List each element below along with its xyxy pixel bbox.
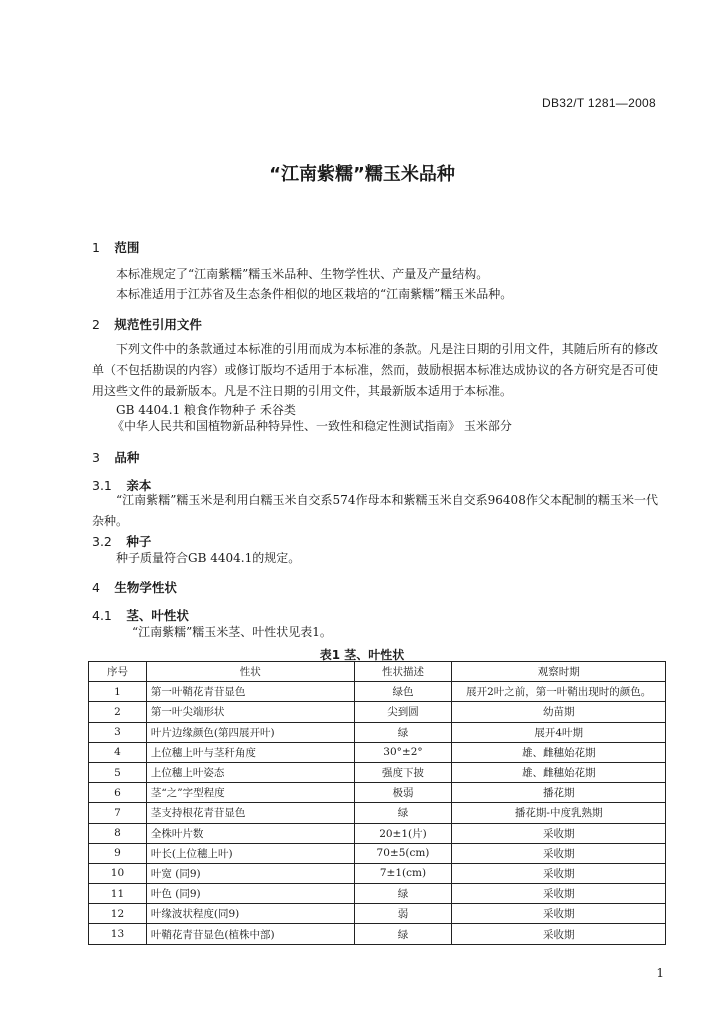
cell-description: 绿 bbox=[354, 722, 452, 742]
cell-trait: 上位穗上叶与茎秆角度 bbox=[146, 742, 354, 762]
section-3-2-title: 种子 bbox=[126, 534, 152, 549]
table-row bbox=[89, 904, 666, 924]
section-3-title: 品种 bbox=[114, 450, 140, 465]
cell-description: 强度下披 bbox=[354, 762, 452, 782]
table-caption: 表1 茎、叶性状 bbox=[319, 648, 405, 662]
table-row bbox=[89, 924, 666, 944]
cell-trait: 叶长(上位穗上叶) bbox=[146, 843, 354, 863]
cell-trait: 茎“之”字型程度 bbox=[146, 783, 354, 803]
table-row bbox=[89, 843, 666, 863]
cell-period: 采收期 bbox=[452, 843, 666, 863]
section-1-title: 范围 bbox=[114, 240, 140, 255]
cell-description: 极弱 bbox=[354, 783, 452, 803]
section-3-1-title: 亲本 bbox=[126, 478, 152, 493]
table-row bbox=[89, 823, 666, 843]
section-2-title: 规范性引用文件 bbox=[114, 317, 202, 332]
cell-period: 雄、雌穗始花期 bbox=[452, 742, 666, 762]
section-3-number: 3 bbox=[92, 450, 100, 465]
cell-trait: 叶色 (同9) bbox=[146, 884, 354, 904]
header-index: 序号 bbox=[89, 662, 147, 682]
cell-trait: 叶鞘花青苷显色(植株中部) bbox=[146, 924, 354, 944]
section-2-number: 2 bbox=[92, 317, 100, 332]
cell-index: 10 bbox=[89, 863, 147, 883]
cell-description: 绿 bbox=[354, 884, 452, 904]
section-2-heading bbox=[92, 315, 202, 333]
cell-trait: 上位穗上叶姿态 bbox=[146, 762, 354, 782]
cell-period: 播花期-中度乳熟期 bbox=[452, 803, 666, 823]
cell-trait: 叶宽 (同9) bbox=[146, 863, 354, 883]
cell-index: 5 bbox=[89, 762, 147, 782]
section-3-1-number: 3.1 bbox=[92, 478, 112, 493]
cell-index: 7 bbox=[89, 803, 147, 823]
section-4-number: 4 bbox=[92, 580, 100, 595]
section-3-1-text: “江南紫糯”糯玉米是利用白糯玉米自交系574作母本和紫糯玉米自交系96408作父本配制的糯玉米一代杂种。 bbox=[92, 493, 658, 528]
section-2-paragraph: 下列文件中的条款通过本标准的引用而成为本标准的条款。凡是注日期的引用文件，其随后所有的修改单（不包括勘误的内容）或修订版均不适用于本标准，然而，鼓励根据本标准达成协议的各方研究是否可使用这些文件的最新版本。凡是不注日期的引用文件，其最新版本适用于本标准。 bbox=[92, 342, 658, 398]
cell-description: 弱 bbox=[354, 904, 452, 924]
table-row bbox=[89, 863, 666, 883]
table-row bbox=[89, 884, 666, 904]
traits-table bbox=[88, 661, 666, 945]
section-3-2-number: 3.2 bbox=[92, 534, 112, 549]
cell-period: 采收期 bbox=[452, 904, 666, 924]
cell-period: 采收期 bbox=[452, 863, 666, 883]
section-4-1-number: 4.1 bbox=[92, 608, 112, 623]
reference-1: GB 4404.1 粮食作物种子 禾谷类 bbox=[116, 403, 296, 417]
table-row bbox=[89, 702, 666, 722]
header-period: 观察时期 bbox=[452, 662, 666, 682]
section-4-heading bbox=[92, 578, 177, 596]
reference-2: 《中华人民共和国植物新品种特异性、一致性和稳定性测试指南》 玉米部分 bbox=[112, 419, 512, 433]
page-title: “江南紫糯”糯玉米品种 bbox=[269, 164, 455, 185]
cell-index: 4 bbox=[89, 742, 147, 762]
page-number: 1 bbox=[656, 966, 664, 980]
cell-period: 展开2叶之前，第一叶鞘出现时的颜色。 bbox=[452, 682, 666, 702]
cell-description: 绿 bbox=[354, 924, 452, 944]
cell-index: 8 bbox=[89, 823, 147, 843]
cell-trait: 第一叶鞘花青苷显色 bbox=[146, 682, 354, 702]
cell-index: 11 bbox=[89, 884, 147, 904]
cell-period: 播花期 bbox=[452, 783, 666, 803]
cell-description: 绿 bbox=[354, 803, 452, 823]
cell-period: 雄、雌穗始花期 bbox=[452, 762, 666, 782]
cell-index: 6 bbox=[89, 783, 147, 803]
cell-trait: 叶片边缘颜色(第四展开叶) bbox=[146, 722, 354, 742]
cell-trait: 茎支持根花青苷显色 bbox=[146, 803, 354, 823]
table-row bbox=[89, 803, 666, 823]
cell-description: 尖到圆 bbox=[354, 702, 452, 722]
cell-description: 30°±2° bbox=[354, 742, 452, 762]
table-row bbox=[89, 783, 666, 803]
cell-trait: 第一叶尖端形状 bbox=[146, 702, 354, 722]
section-4-1-text: “江南紫糯”糯玉米茎、叶性状见表1。 bbox=[132, 625, 332, 639]
section-3-2-text: 种子质量符合GB 4404.1的规定。 bbox=[116, 551, 301, 565]
cell-period: 采收期 bbox=[452, 823, 666, 843]
cell-trait: 叶缘波状程度(同9) bbox=[146, 904, 354, 924]
section-3-heading bbox=[92, 448, 139, 466]
cell-index: 12 bbox=[89, 904, 147, 924]
standard-number: DB32/T 1281—2008 bbox=[542, 96, 656, 110]
section-1-line-1: 本标准规定了“江南紫糯”糯玉米品种、生物学性状、产量及产量结构。 bbox=[116, 267, 489, 281]
cell-index: 9 bbox=[89, 843, 147, 863]
cell-index: 13 bbox=[89, 924, 147, 944]
section-1-heading bbox=[92, 238, 139, 256]
table-row bbox=[89, 762, 666, 782]
table-header-row bbox=[89, 662, 666, 682]
cell-period: 幼苗期 bbox=[452, 702, 666, 722]
cell-description: 绿色 bbox=[354, 682, 452, 702]
cell-period: 展开4叶期 bbox=[452, 722, 666, 742]
table-row bbox=[89, 722, 666, 742]
cell-period: 采收期 bbox=[452, 884, 666, 904]
section-1-number: 1 bbox=[92, 240, 100, 255]
cell-index: 3 bbox=[89, 722, 147, 742]
section-4-1-title: 茎、叶性状 bbox=[126, 608, 189, 623]
cell-period: 采收期 bbox=[452, 924, 666, 944]
section-4-title: 生物学性状 bbox=[114, 580, 177, 595]
header-trait: 性状 bbox=[146, 662, 354, 682]
cell-trait: 全株叶片数 bbox=[146, 823, 354, 843]
cell-description: 7±1(cm) bbox=[354, 863, 452, 883]
cell-description: 20±1(片) bbox=[354, 823, 452, 843]
table-row bbox=[89, 742, 666, 762]
cell-index: 1 bbox=[89, 682, 147, 702]
section-1-line-2: 本标准适用于江苏省及生态条件相似的地区栽培的“江南紫糯”糯玉米品种。 bbox=[116, 287, 513, 301]
cell-description: 70±5(cm) bbox=[354, 843, 452, 863]
header-description: 性状描述 bbox=[354, 662, 452, 682]
table-row bbox=[89, 682, 666, 702]
cell-index: 2 bbox=[89, 702, 147, 722]
